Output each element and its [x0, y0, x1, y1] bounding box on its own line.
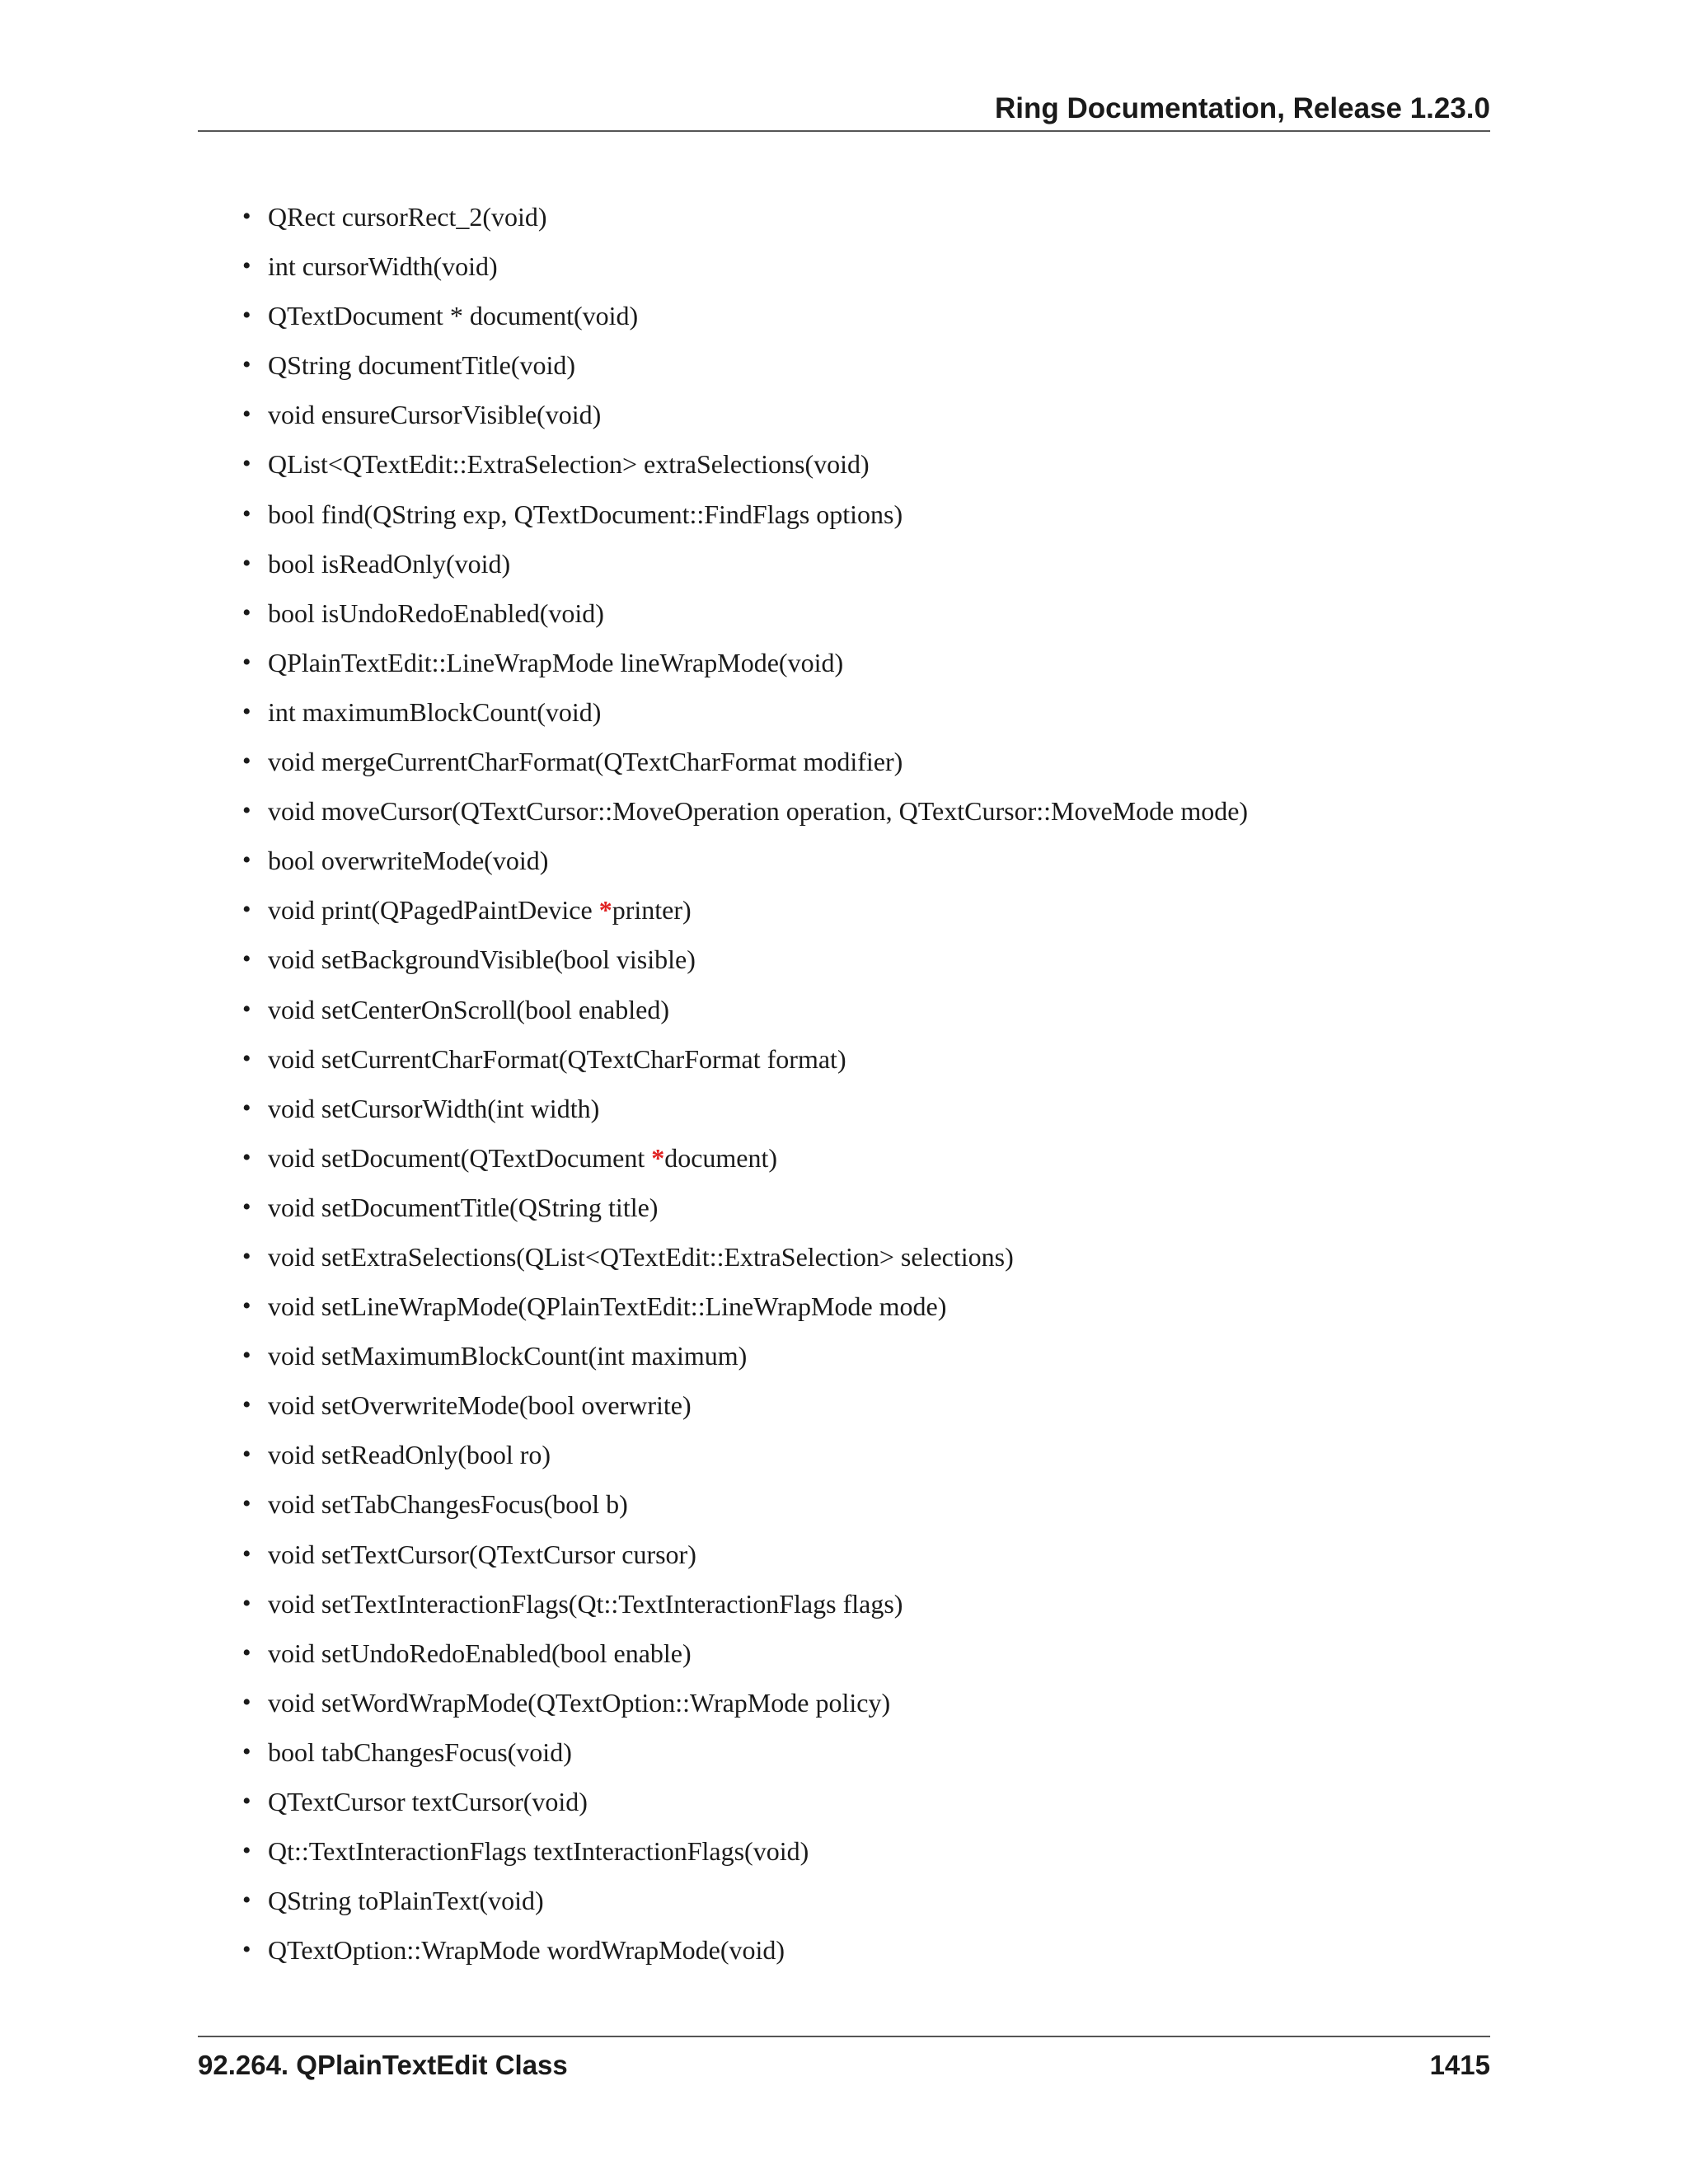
method-signature: bool isUndoRedoEnabled(void)	[268, 598, 604, 628]
bullet-icon: •	[242, 1886, 251, 1915]
list-item	[0, 1385, 1688, 1434]
method-signature: QTextDocument * document(void)	[268, 301, 639, 331]
method-signature-part: void print(QPagedPaintDevice	[268, 895, 599, 926]
bullet-icon: •	[242, 846, 251, 874]
bullet-icon: •	[242, 1044, 251, 1072]
list-item	[0, 1187, 1688, 1236]
bullet-icon: •	[242, 995, 251, 1023]
bullet-icon: •	[242, 1143, 251, 1171]
bullet-icon: •	[242, 1737, 251, 1765]
bullet-icon: •	[242, 351, 251, 379]
list-item	[0, 889, 1688, 939]
list-item	[0, 1830, 1688, 1880]
bullet-icon: •	[242, 1193, 251, 1221]
list-item	[0, 1038, 1688, 1088]
method-signature: void setWordWrapMode(QTextOption::WrapMode policy)	[268, 1687, 891, 1718]
list-item	[0, 1286, 1688, 1335]
bullet-icon: •	[242, 748, 251, 776]
list-item	[0, 989, 1688, 1038]
bullet-icon: •	[242, 697, 251, 725]
method-signature: void setTextInteractionFlags(Qt::TextInteractionFlags flags)	[268, 1588, 903, 1619]
method-signature	[268, 1137, 777, 1179]
method-signature: Qt::TextInteractionFlags textInteractionFlags(void)	[268, 1836, 809, 1867]
method-signature: void setMaximumBlockCount(int maximum)	[268, 1341, 748, 1371]
bullet-icon: •	[242, 648, 251, 676]
list-item	[0, 196, 1688, 246]
method-signature: void setCenterOnScroll(bool enabled)	[268, 994, 669, 1024]
bullet-icon: •	[242, 896, 251, 924]
list-item	[0, 344, 1688, 394]
method-signature: void setUndoRedoEnabled(bool enable)	[268, 1638, 692, 1668]
method-signature: QTextCursor textCursor(void)	[268, 1787, 588, 1816]
list-item	[0, 741, 1688, 790]
method-signature: int maximumBlockCount(void)	[268, 696, 602, 727]
method-signature: void ensureCursorVisible(void)	[268, 400, 602, 430]
list-item	[0, 246, 1688, 295]
list-item	[0, 394, 1688, 443]
list-item	[0, 939, 1688, 988]
list-item	[0, 1880, 1688, 1929]
page-footer	[198, 2036, 1490, 2087]
bullet-icon: •	[242, 1589, 251, 1617]
bullet-icon: •	[242, 549, 251, 577]
bullet-icon: •	[242, 499, 251, 527]
bullet-icon: •	[242, 1292, 251, 1320]
method-signature: void setCurrentCharFormat(QTextCharFormat format)	[268, 1043, 846, 1074]
method-signature: QString toPlainText(void)	[268, 1886, 544, 1916]
bullet-icon: •	[242, 1441, 251, 1469]
list-item	[0, 295, 1688, 344]
bullet-icon: •	[242, 1688, 251, 1716]
page-header	[198, 91, 1490, 132]
bullet-icon: •	[242, 598, 251, 626]
list-item	[0, 1335, 1688, 1385]
bullet-icon: •	[242, 1837, 251, 1865]
list-item	[0, 494, 1688, 543]
list-item	[0, 1137, 1688, 1187]
bullet-icon: •	[242, 302, 251, 330]
bullet-icon: •	[242, 1391, 251, 1419]
bullet-icon: •	[242, 1094, 251, 1122]
list-item	[0, 1534, 1688, 1583]
list-item	[0, 1732, 1688, 1781]
list-item	[0, 443, 1688, 493]
list-item	[0, 1483, 1688, 1533]
list-item	[0, 1236, 1688, 1286]
bullet-icon: •	[242, 1936, 251, 1964]
list-item	[0, 1633, 1688, 1682]
method-signature: void setLineWrapMode(QPlainTextEdit::LineWrapMode mode)	[268, 1291, 947, 1322]
list-item	[0, 1929, 1688, 1979]
method-signature: bool isReadOnly(void)	[268, 548, 511, 579]
method-signature: QPlainTextEdit::LineWrapMode lineWrapMode(void)	[268, 647, 844, 677]
document-title: Ring Documentation, Release 1.23.0	[994, 92, 1490, 124]
method-signature: bool find(QString exp, QTextDocument::FindFlags options)	[268, 499, 903, 529]
page-number: 1415	[1429, 2050, 1490, 2080]
list-item	[0, 691, 1688, 741]
method-signature: void setExtraSelections(QList<QTextEdit::ExtraSelection> selections)	[268, 1241, 1014, 1272]
list-item	[0, 543, 1688, 593]
method-signature: void setTextCursor(QTextCursor cursor)	[268, 1539, 696, 1569]
bullet-icon: •	[242, 945, 251, 973]
method-signature: void setDocumentTitle(QString title)	[268, 1192, 659, 1222]
method-signature: void mergeCurrentCharFormat(QTextCharFormat modifier)	[268, 747, 903, 777]
list-item	[0, 1583, 1688, 1633]
list-item	[0, 642, 1688, 691]
method-signature: QTextOption::WrapMode wordWrapMode(void)	[268, 1935, 785, 1966]
bullet-icon: •	[242, 1540, 251, 1568]
method-signature: void setOverwriteMode(bool overwrite)	[268, 1390, 692, 1421]
method-signature	[268, 889, 692, 930]
bullet-icon: •	[242, 1342, 251, 1370]
bullet-icon: •	[242, 1490, 251, 1518]
list-item	[0, 593, 1688, 642]
list-item	[0, 1781, 1688, 1830]
method-signature: bool tabChangesFocus(void)	[268, 1736, 572, 1767]
bullet-icon: •	[242, 401, 251, 429]
method-signature-part: document)	[664, 1142, 778, 1173]
method-signature: void moveCursor(QTextCursor::MoveOperation operation, QTextCursor::MoveMode mode)	[268, 796, 1249, 827]
bullet-icon: •	[242, 1788, 251, 1815]
method-signature: bool overwriteMode(void)	[268, 846, 549, 876]
method-signature: QRect cursorRect_2(void)	[268, 202, 547, 232]
pointer-asterisk: *	[651, 1142, 665, 1173]
method-signature: int cursorWidth(void)	[268, 251, 498, 282]
bullet-icon: •	[242, 797, 251, 825]
bullet-icon: •	[242, 1242, 251, 1270]
method-signature-part: printer)	[612, 895, 692, 926]
method-signature: void setTabChangesFocus(bool b)	[268, 1489, 628, 1520]
method-list	[0, 196, 1688, 1979]
method-signature: void setCursorWidth(int width)	[268, 1093, 600, 1123]
pointer-asterisk: *	[598, 895, 612, 926]
list-item	[0, 1682, 1688, 1732]
bullet-icon: •	[242, 203, 251, 230]
list-item	[0, 1434, 1688, 1483]
method-signature-part: void setDocument(QTextDocument	[268, 1142, 652, 1173]
method-signature: void setBackgroundVisible(bool visible)	[268, 944, 696, 975]
method-signature: QList<QTextEdit::ExtraSelection> extraSelections(void)	[268, 449, 870, 480]
method-signature: void setReadOnly(bool ro)	[268, 1440, 551, 1470]
list-item	[0, 1088, 1688, 1137]
list-item	[0, 840, 1688, 889]
section-title: 92.264. QPlainTextEdit Class	[198, 2050, 568, 2080]
bullet-icon: •	[242, 1638, 251, 1666]
bullet-icon: •	[242, 252, 251, 280]
method-signature: QString documentTitle(void)	[268, 350, 576, 381]
list-item	[0, 790, 1688, 840]
bullet-icon: •	[242, 450, 251, 478]
